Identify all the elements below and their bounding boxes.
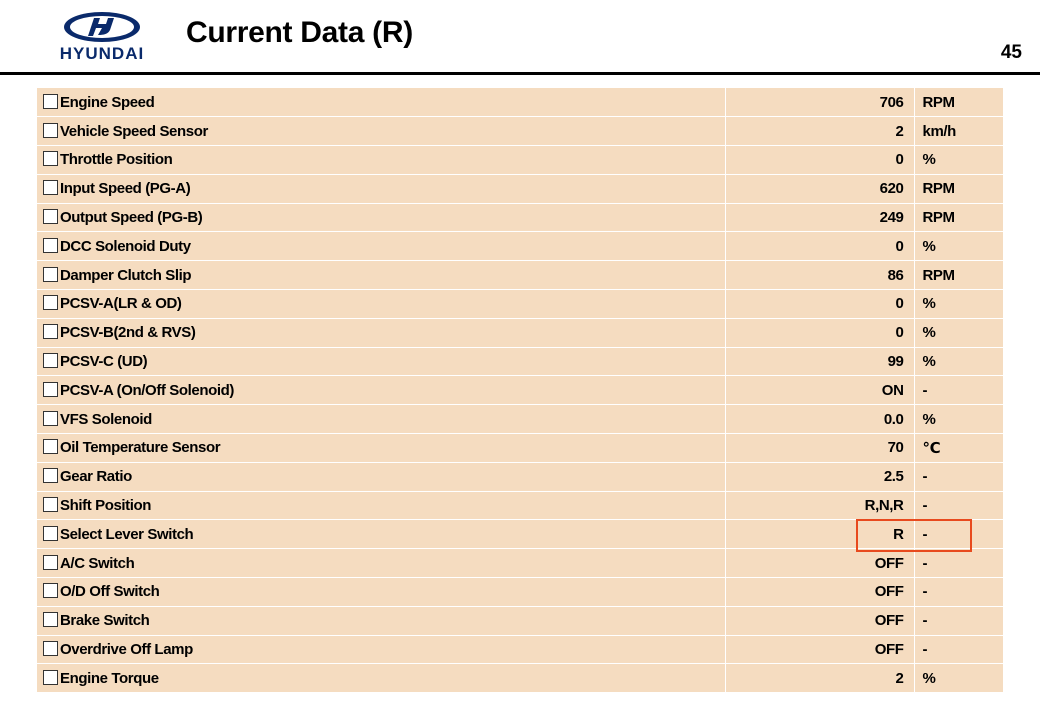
parameter-unit: % <box>914 664 1003 693</box>
parameter-label: Damper Clutch Slip <box>60 266 192 284</box>
parameter-cell <box>37 664 725 693</box>
parameter-value: 0 <box>725 232 914 261</box>
table-row <box>37 290 1003 319</box>
page-title: Current Data (R) <box>186 16 413 49</box>
current-data-table <box>37 88 1003 693</box>
table-row <box>37 578 1003 607</box>
select-checkbox[interactable] <box>43 238 58 253</box>
parameter-unit: RPM <box>914 174 1003 203</box>
table-row <box>37 606 1003 635</box>
parameter-label: DCC Solenoid Duty <box>60 237 191 255</box>
select-checkbox[interactable] <box>43 123 58 138</box>
parameter-label: PCSV-C (UD) <box>60 353 148 371</box>
hyundai-emblem-icon <box>50 10 154 44</box>
parameter-label: Throttle Position <box>60 151 173 169</box>
parameter-cell <box>37 520 725 549</box>
parameter-unit: % <box>914 318 1003 347</box>
parameter-label: O/D Off Switch <box>60 583 160 601</box>
parameter-cell <box>37 232 725 261</box>
parameter-label: Input Speed (PG-A) <box>60 180 191 198</box>
select-checkbox[interactable] <box>43 526 58 541</box>
parameter-value: OFF <box>725 549 914 578</box>
parameter-label: Output Speed (PG-B) <box>60 209 203 227</box>
hyundai-logo <box>50 10 160 65</box>
parameter-label: PCSV-A (On/Off Solenoid) <box>60 381 235 399</box>
parameter-cell <box>37 578 725 607</box>
parameter-cell <box>37 88 725 117</box>
table-row <box>37 146 1003 175</box>
parameter-unit: % <box>914 347 1003 376</box>
parameter-cell <box>37 549 725 578</box>
parameter-value: 0.0 <box>725 405 914 434</box>
select-checkbox[interactable] <box>43 468 58 483</box>
parameter-value: 620 <box>725 174 914 203</box>
parameter-unit: RPM <box>914 88 1003 117</box>
table-row <box>37 318 1003 347</box>
parameter-unit: - <box>914 635 1003 664</box>
select-checkbox[interactable] <box>43 670 58 685</box>
parameter-value: OFF <box>725 578 914 607</box>
data-rows <box>37 88 1003 693</box>
parameter-value: 2 <box>725 117 914 146</box>
parameter-unit: - <box>914 376 1003 405</box>
parameter-value: 0 <box>725 290 914 319</box>
select-checkbox[interactable] <box>43 411 58 426</box>
select-checkbox[interactable] <box>43 583 58 598</box>
parameter-value: 706 <box>725 88 914 117</box>
select-checkbox[interactable] <box>43 439 58 454</box>
table-row <box>37 405 1003 434</box>
select-checkbox[interactable] <box>43 382 58 397</box>
parameter-cell <box>37 290 725 319</box>
page-number: 45 <box>1000 42 1022 63</box>
table-row <box>37 376 1003 405</box>
parameter-value: ON <box>725 376 914 405</box>
parameter-unit: % <box>914 290 1003 319</box>
table-row <box>37 434 1003 463</box>
parameter-unit: % <box>914 232 1003 261</box>
parameter-unit: - <box>914 549 1003 578</box>
brand-name: HYUNDAI <box>59 44 145 63</box>
select-checkbox[interactable] <box>43 641 58 656</box>
parameter-label: Brake Switch <box>60 612 150 630</box>
parameter-value: R,N,R <box>725 491 914 520</box>
parameter-unit: RPM <box>914 203 1003 232</box>
parameter-cell <box>37 405 725 434</box>
select-checkbox[interactable] <box>43 295 58 310</box>
parameter-value: 86 <box>725 261 914 290</box>
parameter-cell <box>37 606 725 635</box>
parameter-value: 0 <box>725 146 914 175</box>
select-checkbox[interactable] <box>43 267 58 282</box>
parameter-cell <box>37 146 725 175</box>
select-checkbox[interactable] <box>43 555 58 570</box>
parameter-label: PCSV-A(LR & OD) <box>60 295 182 313</box>
parameter-value: 2 <box>725 664 914 693</box>
parameter-unit: - <box>914 520 1003 549</box>
parameter-unit: - <box>914 578 1003 607</box>
parameter-cell <box>37 203 725 232</box>
table-row <box>37 232 1003 261</box>
select-checkbox[interactable] <box>43 151 58 166</box>
table-row <box>37 462 1003 491</box>
parameter-cell <box>37 318 725 347</box>
parameter-label: Engine Torque <box>60 669 159 687</box>
table-row <box>37 88 1003 117</box>
parameter-unit: - <box>914 606 1003 635</box>
parameter-cell <box>37 347 725 376</box>
parameter-value: OFF <box>725 635 914 664</box>
parameter-value: R <box>725 520 914 549</box>
table-row <box>37 520 1003 549</box>
parameter-value: 249 <box>725 203 914 232</box>
parameter-label: Oil Temperature Sensor <box>60 439 221 457</box>
select-checkbox[interactable] <box>43 497 58 512</box>
parameter-cell <box>37 261 725 290</box>
table-row <box>37 549 1003 578</box>
table-row <box>37 347 1003 376</box>
parameter-unit: - <box>914 491 1003 520</box>
parameter-value: 2.5 <box>725 462 914 491</box>
select-checkbox[interactable] <box>43 353 58 368</box>
select-checkbox[interactable] <box>43 180 58 195</box>
select-checkbox[interactable] <box>43 94 58 109</box>
parameter-label: PCSV-B(2nd & RVS) <box>60 324 196 342</box>
parameter-unit: RPM <box>914 261 1003 290</box>
parameter-cell <box>37 376 725 405</box>
parameter-label: Overdrive Off Lamp <box>60 641 193 659</box>
parameter-label: Gear Ratio <box>60 468 132 486</box>
table-row <box>37 664 1003 693</box>
parameter-unit: km/h <box>914 117 1003 146</box>
parameter-cell <box>37 174 725 203</box>
parameter-unit: ℃ <box>914 434 1003 463</box>
parameter-label: Shift Position <box>60 497 152 515</box>
parameter-label: VFS Solenoid <box>60 410 152 428</box>
header-divider <box>0 72 1040 75</box>
parameter-label: Select Lever Switch <box>60 525 194 543</box>
table-row <box>37 203 1003 232</box>
parameter-label: Engine Speed <box>60 93 155 111</box>
select-checkbox[interactable] <box>43 209 58 224</box>
parameter-unit: - <box>914 462 1003 491</box>
parameter-cell <box>37 117 725 146</box>
parameter-unit: % <box>914 146 1003 175</box>
parameter-value: OFF <box>725 606 914 635</box>
parameter-label: Vehicle Speed Sensor <box>60 122 208 140</box>
table-row <box>37 635 1003 664</box>
parameter-cell <box>37 462 725 491</box>
parameter-cell <box>37 434 725 463</box>
parameter-value: 99 <box>725 347 914 376</box>
parameter-label: A/C Switch <box>60 554 135 572</box>
select-checkbox[interactable] <box>43 324 58 339</box>
select-checkbox[interactable] <box>43 612 58 627</box>
parameter-cell <box>37 491 725 520</box>
table-row <box>37 261 1003 290</box>
parameter-unit: % <box>914 405 1003 434</box>
table-row <box>37 174 1003 203</box>
parameter-value: 0 <box>725 318 914 347</box>
table-row <box>37 491 1003 520</box>
table-row <box>37 117 1003 146</box>
parameter-value: 70 <box>725 434 914 463</box>
parameter-cell <box>37 635 725 664</box>
